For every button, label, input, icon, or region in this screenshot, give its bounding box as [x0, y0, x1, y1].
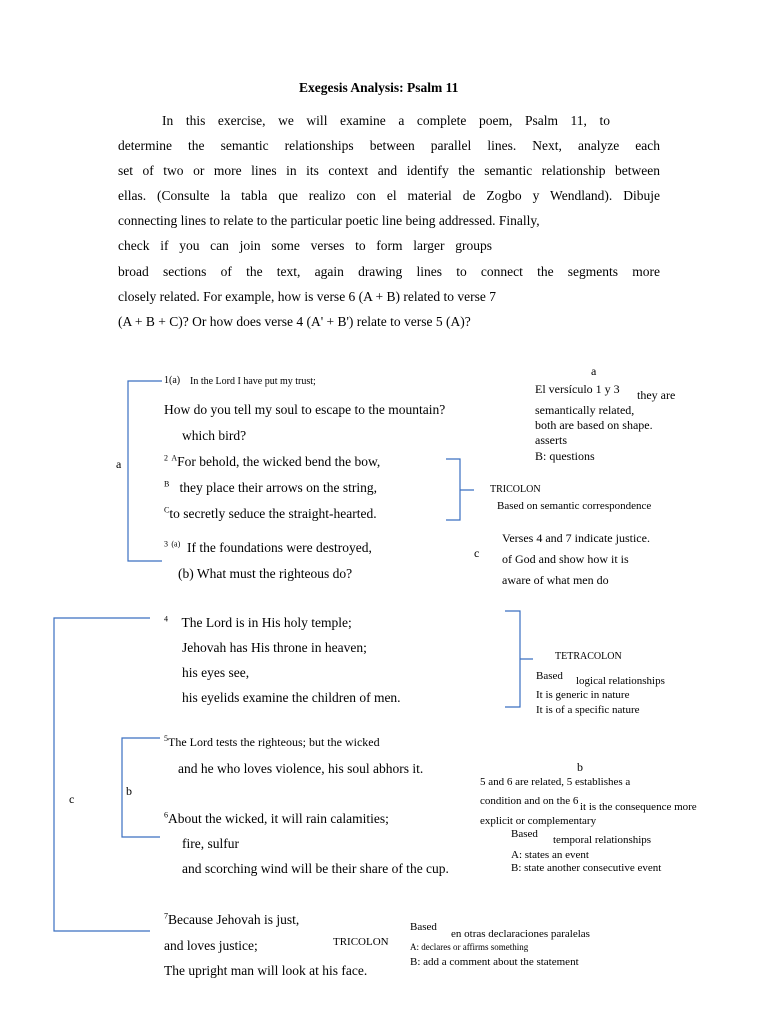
verse-line: his eyelids examine the children of men.: [182, 690, 401, 705]
note-line: condition and on the 6: [480, 795, 579, 807]
bracket-c: [54, 618, 150, 931]
verse-marker: 6: [164, 810, 168, 820]
verse-line: and loves justice;: [164, 938, 258, 953]
note-line: it is the consequence more: [580, 801, 697, 813]
note-line: It is generic in nature: [536, 689, 630, 701]
note-line: asserts: [535, 433, 567, 447]
verse-marker: 5: [164, 734, 168, 743]
verse-line-5a: [164, 735, 380, 750]
verse-text: The Lord tests the righteous; but the wicked: [168, 735, 380, 749]
verse-line: which bird?: [182, 428, 247, 443]
verse-line: and he who loves violence, his soul abhors it.: [178, 761, 424, 776]
line-marker: (a): [171, 539, 181, 549]
note-line: they are: [637, 388, 676, 402]
note-line: Verses 4 and 7 indicate justice.: [502, 531, 650, 545]
verse-line: (b) What must the righteous do?: [178, 566, 353, 581]
note-line: aware of what men do: [502, 573, 609, 587]
verse-line-4a: [164, 615, 352, 631]
tricolon-label-2: TRICOLON: [333, 936, 389, 948]
verse-line-7a: [164, 912, 299, 928]
verse-text: If the foundations were destroyed,: [187, 540, 372, 555]
verse-text: About the wicked, it will rain calamities;: [168, 811, 389, 826]
note-line: temporal relationships: [553, 834, 652, 846]
intro-line: broad sections of the text, again drawing lines to connect the segments more: [118, 264, 660, 279]
note-line: logical relationships: [576, 675, 665, 687]
intro-line: determine the semantic relationships between parallel lines. Next, analyze each: [118, 138, 660, 153]
group-label-c: c: [474, 546, 480, 560]
intro-line: In this exercise, we will examine a complete poem, Psalm 11, to: [162, 113, 610, 128]
note-line: A: declares or affirms something: [410, 942, 529, 952]
verse-marker: 4: [164, 614, 168, 624]
page-title: Exegesis Analysis: Psalm 11: [299, 80, 459, 95]
verse-line: and scorching wind will be their share of the cup.: [182, 861, 449, 876]
line-marker: B: [164, 479, 170, 489]
tetracolon-label: TETRACOLON: [555, 651, 622, 662]
note-heading-b: b: [577, 760, 583, 774]
note-line: both are based on shape.: [535, 418, 653, 432]
line-marker: C: [164, 505, 170, 515]
bracket-a: [128, 381, 162, 561]
note-line: B: state another consecutive event: [511, 862, 662, 874]
verse-line-3a: [164, 540, 372, 556]
note-line: 5 and 6 are related, 5 establishes a: [480, 776, 631, 788]
intro-line: set of two or more lines in its context and identify the semantic relationship between: [118, 163, 660, 178]
verse-text: Because Jehovah is just,: [168, 912, 300, 927]
intro-line: closely related. For example, how is verse 6 (A + B) related to verse 7: [118, 289, 496, 304]
verse-line-2b: [164, 480, 377, 496]
intro-line: ellas. (Consulte la tabla que realizo con el material de Zogbo y Wendland). Dibuje: [118, 188, 660, 203]
group-label-b: b: [126, 784, 132, 798]
verse-line: fire, sulfur: [182, 836, 239, 851]
brace-tricolon: [446, 459, 474, 520]
note-line: semantically related,: [535, 403, 635, 417]
verse-marker: 2: [164, 453, 168, 463]
tricolon-note: Based on semantic correspondence: [497, 500, 652, 512]
note-line: explicit or complementary: [480, 815, 597, 827]
verse-line-2a: [164, 454, 380, 470]
note-line: Based: [536, 670, 563, 682]
note-line: en otras declaraciones paralelas: [451, 928, 590, 940]
verse-text: The Lord is in His holy temple;: [181, 615, 352, 630]
note-line: B: questions: [535, 449, 595, 463]
group-label-c-outer: c: [69, 792, 75, 806]
verse-text: For behold, the wicked bend the bow,: [177, 454, 381, 469]
verse-line-2c: [164, 506, 377, 522]
intro-line: connecting lines to relate to the particular poetic line being addressed. Finally,: [118, 213, 540, 228]
verse-marker: 7: [164, 911, 168, 921]
note-line: El versículo 1 y 3: [535, 382, 620, 396]
verse-text: to secretly seduce the straight-hearted.: [169, 506, 377, 521]
verse-line: The upright man will look at his face.: [164, 963, 368, 978]
brace-tetracolon: [505, 611, 533, 707]
tricolon-label: TRICOLON: [490, 484, 541, 495]
note-line: of God and show how it is: [502, 552, 629, 566]
intro-line: check if you can join some verses to form larger groups: [118, 238, 492, 253]
verse-line: Jehovah has His throne in heaven;: [182, 640, 367, 655]
note-line: A: states an event: [511, 849, 589, 861]
verse-text: they place their arrows on the string,: [179, 480, 378, 495]
verse-line-6a: [164, 811, 389, 827]
verse-line: his eyes see,: [182, 665, 250, 680]
note-line: It is of a specific nature: [536, 704, 640, 716]
note-heading-a: a: [591, 364, 597, 378]
note-line: Based: [410, 921, 437, 933]
verse-marker: 3: [164, 539, 168, 549]
verse-line: In the Lord I have put my trust;: [190, 376, 316, 387]
verse-line: How do you tell my soul to escape to the mountain?: [164, 402, 446, 417]
note-line: Based: [511, 828, 538, 840]
group-label-a: a: [116, 457, 122, 471]
note-line: B: add a comment about the statement: [410, 956, 579, 968]
line-marker: A: [171, 453, 178, 463]
verse-marker: 1(a): [164, 375, 181, 386]
intro-line: (A + B + C)? Or how does verse 4 (A' + B') relate to verse 5 (A)?: [118, 314, 471, 329]
